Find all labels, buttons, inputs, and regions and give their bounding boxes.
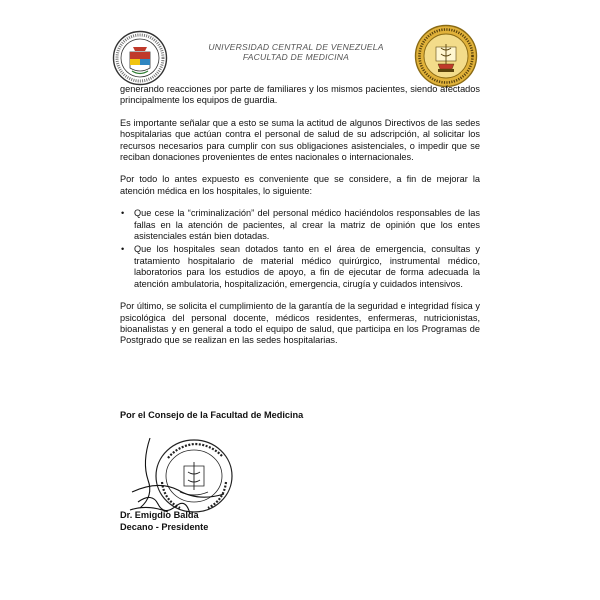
signer-name: Dr. Emigdio Balda bbox=[120, 510, 199, 520]
paragraph-3: Por todo lo antes expuesto es conveniente que se considere, a fin de mejorar la atención médica en los hospitales, lo siguiente: bbox=[120, 174, 480, 196]
university-name: UNIVERSIDAD CENTRAL DE VENEZUELA bbox=[208, 42, 384, 52]
list-item-text: Que cese la “criminalización” del personal médico haciéndolos responsables de las fallas en la atención de pacientes, al crear la matriz de opinión que los entes asistenciales están bien dotadas. bbox=[134, 208, 480, 242]
request-list bbox=[120, 208, 480, 290]
bullet-icon: • bbox=[121, 208, 125, 219]
list-item bbox=[121, 244, 480, 290]
paragraph-4: Por último, se solicita el cumplimiento de la garantía de la seguridad e integridad física y psicológica del personal docente, médicos residentes, enfermeras, nutricionistas, bioanalistas y en general a todo el equipo de salud, que participa en los Programas de Postgrado que se realizan en las sedes hospitalarias. bbox=[120, 301, 480, 346]
list-item bbox=[121, 208, 480, 242]
faculty-medicine-seal-icon bbox=[414, 24, 478, 88]
signature-block bbox=[120, 509, 208, 533]
paragraph-1: generando reacciones por parte de familiares y los mismos pacientes, siendo afectados principalmente los equipos de guardia. bbox=[120, 84, 480, 106]
faculty-name: FACULTAD DE MEDICINA bbox=[242, 52, 350, 62]
ucv-seal-icon bbox=[112, 30, 168, 86]
list-item-text: Que los hospitales sean dotados tanto en el área de emergencia, consultas y tratamiento hospitalario de material médico quirúrgico, instrumental médico, laboratorios para los estudios de apoyo, a fin de ejecutar de forma adecuada la atención ambulatoria, hospitalización, emergencia, cirugía y cuidados intensivos. bbox=[134, 244, 480, 289]
paragraph-2: Es importante señalar que a esto se suma la actitud de algunos Directivos de las sedes hospitalarias que actúan contra el personal de salud de su adscripción, al solicitar los recursos necesarios para cumplir con sus obligaciones asistenciales, o impedir que se reciban donaciones provenientes de entes nacionales o internacionales. bbox=[120, 117, 480, 163]
letter-body bbox=[120, 84, 480, 358]
council-signoff: Por el Consejo de la Facultad de Medicina bbox=[120, 410, 304, 420]
letterhead bbox=[170, 42, 422, 62]
signer-title: Decano - Presidente bbox=[120, 522, 209, 532]
bullet-icon: • bbox=[121, 244, 125, 255]
